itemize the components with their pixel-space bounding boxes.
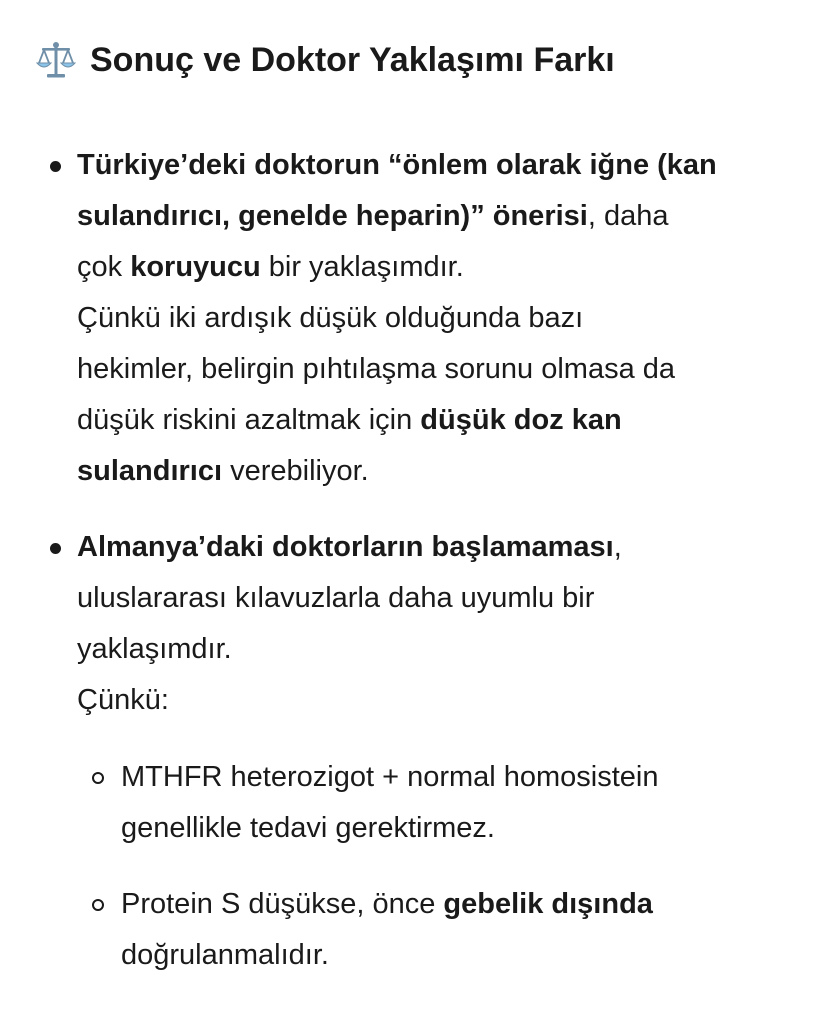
bold-text: Almanya’daki doktorların başlamaması <box>77 531 614 563</box>
text: Çünkü: <box>77 684 169 716</box>
text: Protein S düşükse, önce <box>121 888 444 920</box>
text: çok <box>77 251 131 283</box>
text-line <box>77 242 795 293</box>
text-line <box>77 140 795 191</box>
hollow-bullet <box>92 772 104 784</box>
text: , daha <box>587 200 669 232</box>
bold-text: gebelik dışında <box>443 888 653 920</box>
bullet-dot <box>50 543 61 554</box>
text-line <box>77 522 795 573</box>
text-line <box>77 573 795 624</box>
text-line <box>77 624 795 675</box>
section-heading <box>34 38 615 82</box>
balance-scale-icon <box>34 38 78 82</box>
sub-list <box>77 752 795 981</box>
text: Çünkü iki ardışık düşük olduğunda bazı <box>77 302 584 334</box>
text: bir yaklaşımdır. <box>260 251 464 283</box>
hollow-bullet <box>92 899 104 911</box>
text-line <box>77 675 795 726</box>
text: düşük riskini azaltmak için <box>77 404 421 436</box>
text-line <box>77 446 795 497</box>
text: verebiliyor. <box>222 455 369 487</box>
text-line <box>77 191 795 242</box>
text-line <box>121 930 795 981</box>
bold-text: düşük doz kan <box>420 404 622 436</box>
text: genellikle tedavi gerektirmez. <box>121 812 495 844</box>
text: MTHFR heterozigot + normal homosistein <box>121 761 659 793</box>
text-line <box>121 879 795 930</box>
text: , <box>613 531 622 563</box>
section-title: Sonuç ve Doktor Yaklaşımı Farkı <box>90 40 615 79</box>
text: hekimler, belirgin pıhtılaşma sorunu olmasa da <box>77 353 676 385</box>
text: doğrulanmalıdır. <box>121 939 329 971</box>
text-line <box>77 344 795 395</box>
list-item <box>0 522 825 981</box>
bold-text: sulandırıcı, genelde heparin)” önerisi <box>77 200 588 232</box>
text: yaklaşımdır. <box>77 633 232 665</box>
text-line <box>121 752 795 803</box>
bullet-dot <box>50 161 61 172</box>
sub-list-item <box>77 879 795 981</box>
list-item <box>0 140 825 497</box>
text-line <box>77 293 795 344</box>
sub-list-item <box>77 752 795 854</box>
bold-text: koruyucu <box>130 251 261 283</box>
text-line <box>77 395 795 446</box>
text: uluslararası kılavuzlarla daha uyumlu bir <box>77 582 595 614</box>
bold-text: Türkiye’deki doktorun “önlem olarak iğne (kan <box>77 149 717 181</box>
text-line <box>121 803 795 854</box>
bullet-list <box>0 140 825 981</box>
bold-text: sulandırıcı <box>77 455 223 487</box>
